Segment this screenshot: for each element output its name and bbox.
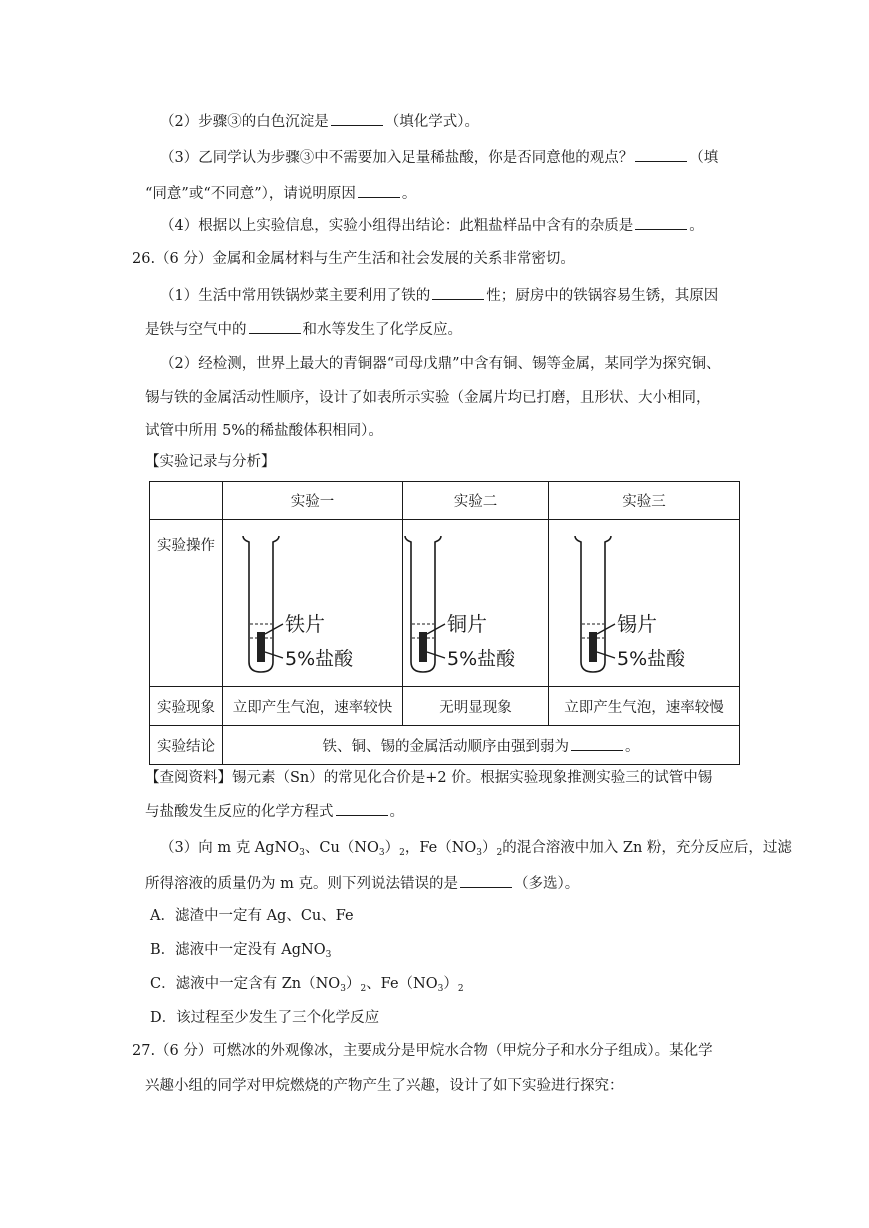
- tube-diagram-2: [403, 520, 549, 687]
- metal-label: 锡片: [617, 612, 657, 636]
- phenomenon-3: 立即产生气泡，速率较慢: [549, 687, 740, 726]
- experiment-table: [149, 481, 740, 765]
- header-exp2: 实验二: [403, 482, 549, 520]
- metal-label: 铜片: [447, 612, 487, 636]
- q25-sub3-line2: “同意”或“不同意”），请说明原因 。: [145, 183, 416, 204]
- test-tube-figure: [403, 520, 548, 682]
- answer-blank[interactable]: [460, 873, 512, 888]
- answer-blank[interactable]: [635, 147, 687, 162]
- q27-line2: 兴趣小组的同学对甲烷燃烧的产物产生了兴趣，设计了如下实验进行探究：: [145, 1078, 624, 1094]
- test-tube-figure: [549, 520, 739, 682]
- acid-label: 5%盐酸: [285, 648, 354, 670]
- q25-sub2: （2）步骤③的白色沉淀是 （填化学式）。: [160, 111, 479, 132]
- answer-blank[interactable]: [336, 801, 388, 816]
- answer-blank[interactable]: [635, 215, 687, 230]
- option-b: B．滤液中一定没有 AgNO$_3$: [150, 942, 332, 960]
- header-exp1: 实验一: [223, 482, 403, 520]
- q26-p3-line2: 所得溶液的质量仍为 m 克。则下列说法错误的是 （多选）。: [145, 873, 579, 894]
- row-label-phenomenon: 实验现象: [150, 687, 223, 726]
- row-label-conclusion: 实验结论: [150, 726, 223, 765]
- answer-blank[interactable]: [249, 319, 301, 334]
- tube-diagram-1: [223, 520, 403, 687]
- acid-label: 5%盐酸: [447, 648, 516, 670]
- q27-line1: 27.（6 分）可燃冰的外观像冰，主要成分是甲烷水合物（甲烷分子和水分子组成）。某化学: [132, 1043, 713, 1059]
- test-tube-figure: [223, 520, 402, 682]
- record-title: 【实验记录与分析】: [145, 454, 276, 470]
- tube-diagram-3: [549, 520, 740, 687]
- lookup-line2: 与盐酸发生反应的化学方程式 。: [145, 801, 404, 822]
- answer-blank[interactable]: [432, 285, 484, 300]
- q25-sub4: （4）根据以上实验信息，实验小组得出结论：此粗盐样品中含有的杂质是 。: [160, 215, 704, 236]
- option-c: C．滤液中一定含有 $Zn(NO_3)_2$、$Fe(NO_3)_2$: [150, 976, 464, 994]
- answer-blank[interactable]: [331, 111, 383, 126]
- metal-label: 铁片: [285, 612, 325, 636]
- acid-label: 5%盐酸: [617, 648, 686, 670]
- option-a: A．滤渣中一定有 Ag、Cu、Fe: [150, 908, 354, 924]
- q26-p3-line1: （3）向 m 克 AgNO$_3$、$Cu(NO_3)_2$，$Fe(NO_3)_2$的混合溶液中加入 Zn 粉，充分反应后，过滤: [160, 840, 792, 858]
- lookup-line1: 【查阅资料】锡元素（Sn）的常见化合价是+2 价。根据实验现象推测实验三的试管中锡: [145, 770, 713, 786]
- q26-p1-line2: 是铁与空气中的 和水等发生了化学反应。: [145, 319, 462, 340]
- header-exp3: 实验三: [549, 482, 740, 520]
- q26-p1-line1: （1）生活中常用铁锅炒菜主要利用了铁的 性；厨房中的铁锅容易生锈，其原因: [160, 285, 718, 306]
- conclusion-cell: 铁、铜、锡的金属活动顺序由强到弱为 。: [223, 726, 740, 765]
- q26-p2-line2: 锡与铁的金属活动性顺序，设计了如表所示实验（金属片均已打磨，且形状、大小相同，: [145, 390, 711, 406]
- option-d: D．该过程至少发生了三个化学反应: [150, 1010, 380, 1026]
- answer-blank[interactable]: [571, 736, 623, 751]
- phenomenon-1: 立即产生气泡，速率较快: [223, 687, 403, 726]
- q25-sub3-line1: （3）乙同学认为步骤③中不需要加入足量稀盐酸，你是否同意他的观点？ （填: [160, 147, 718, 168]
- answer-blank[interactable]: [358, 183, 400, 198]
- q26-p2-line3: 试管中所用 5%的稀盐酸体积相同）。: [145, 423, 383, 439]
- q26-head: 26.（6 分）金属和金属材料与生产生活和社会发展的关系非常密切。: [132, 251, 575, 267]
- q26-p2-line1: （2）经检测，世界上最大的青铜器“司母戊鼎”中含有铜、锡等金属，某同学为探究铜、: [160, 356, 721, 372]
- phenomenon-2: 无明显现象: [403, 687, 549, 726]
- row-label-operation: 实验操作: [150, 520, 223, 687]
- table-corner: [150, 482, 223, 520]
